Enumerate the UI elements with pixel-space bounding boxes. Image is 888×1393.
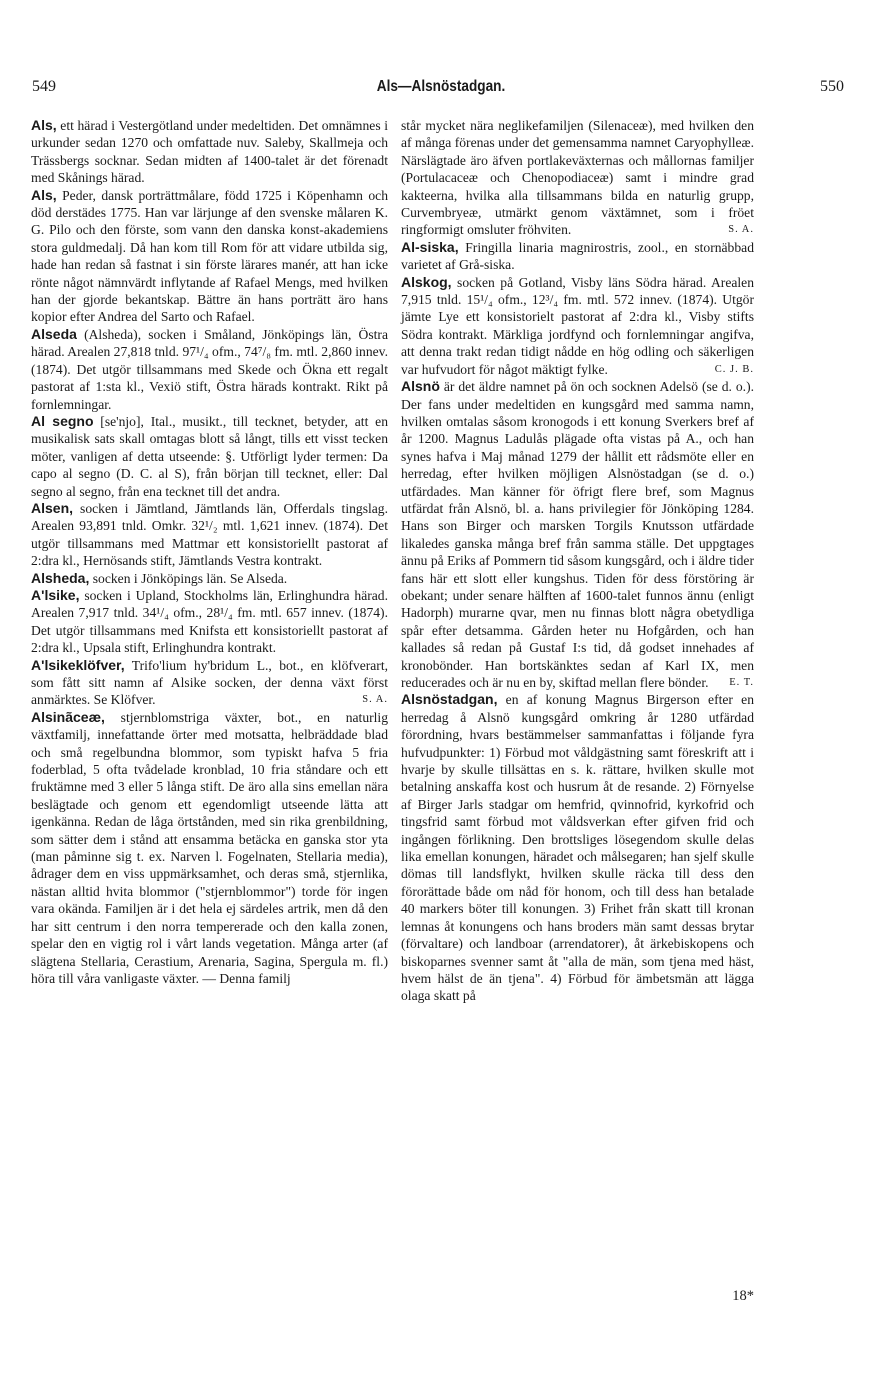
- dictionary-entry: [31, 413, 388, 500]
- entry-text: Peder, dansk porträttmålare, född 1725 i Köpenhamn och död derstädes 1775. Han var lärjunge af den svenske målaren K. G. Pilo och den förste, som vann den danska konst-akademiens stora guldmedalj. Då han kom till Rom för att vidare utbilda sig, hade han redan så fastnat i sin förste lärares manér, att han icke rönte något nämnvärdt inflytande af Rafael Mengs, med hvilken han der gjorde bekantskap. Bättre än hans porträtt äro hans kopior efter Andrea del Sarto och Rafael.: [31, 187, 388, 325]
- author-signature: E. T.: [729, 677, 754, 688]
- dictionary-entry: [31, 187, 388, 326]
- author-signature: S. A.: [728, 224, 754, 236]
- entry-headword: Alsheda,: [31, 569, 90, 586]
- dictionary-entry: [31, 326, 388, 413]
- dictionary-entry: [401, 239, 754, 274]
- entry-text: står mycket nära neglikefamiljen (Silenaceæ), med hvilken den af många förenas under det gemensamma namnet Caryophylleæ. Närslägtade äro äfven portlakeväxternas och mållornas familjer (Portulacaceæ och Chenopodiaceæ) samt i mindre grad kakteerna, hvilka alla tillsammans bilda en naturlig grupp, Curvembryeæ, utmärkt genom växtämnet, som i fröet ringformigt omsluter fröhviten.: [401, 118, 754, 238]
- dictionary-entry: [31, 657, 388, 709]
- dictionary-entry: [401, 274, 754, 378]
- dictionary-entry: [31, 709, 388, 988]
- entry-headword: Al segno: [31, 412, 94, 429]
- entry-text: socken i Jämtland, Jämtlands län, Offerdals tingslag. Arealen 93,891 tnld. Omkr. 32¹/₂ mtl. 1,621 innev. (1874). Det utgör tillsammans med Mattmar ett konsistoriellt pastorat af 2:dra kl., Hernösands stift, Jämtlands Vestra kontrakt.: [31, 500, 388, 569]
- entry-headword: A'lsikeklöfver,: [31, 656, 125, 673]
- right-page-number: 550: [820, 78, 844, 95]
- entry-headword: Alsen,: [31, 499, 74, 516]
- entry-text: socken i Upland, Stockholms län, Erlinghundra härad. Arealen 7,917 tnld. 34¹/₄ ofm., 28¹/₄ fm. mtl. 657 innev. (1874). Det utgör tillsammans med Knifsta ett konsistoriellt pastorat af 2:dra kl., Upsala stift, Erlinghundra kontrakt.: [31, 587, 388, 656]
- dictionary-entry: [401, 378, 754, 691]
- author-signature: C. J. B.: [714, 363, 754, 375]
- entry-text: [se'njo], Ital., musikt., till tecknet, betyder, att en musikalisk sats skall omtagas blott så långt, tills ett visst tecken möter, vanligen af detta utseende: §. Utförligt lyder termen: Da capo al segno (D. C. al S), från början till tecknet, eller: Dal segno al segno, från ena tecknet till det andra.: [31, 413, 388, 499]
- entry-headword: Alsnö: [401, 378, 440, 395]
- page-header: [30, 78, 852, 102]
- dictionary-entry: [31, 117, 388, 187]
- entry-headword: Alseda: [31, 325, 77, 342]
- entry-text: stjernblomstriga växter, bot., en naturlig växtfamilj, innefattande örter med motsatta, helbräddade blad och små regelbundna blommor, som typiskt hafva 5 fria foderblad, 5 ofta tvådelade kronblad, 10 fria ståndare och ett fruktämne med 3 eller 5 långa stift. De äro alla sins emellan nära beslägtade och genom ett egendomligt utseende lätta att igenkänna. Redan de låga örtstånden, med sin rika grenbildning, som sätter dem i stånd att ensamma betäcka en ganska stor yta (man påminne sig t. ex. Narven l. Fogelnaten, Stellaria media), ådrager dem en viss uppmärksamhet, och deras små, stjernlika, nästan alltid hvita blommor ("stjernblommor") torde för ingen vara okända. Familjen är i det hela ej särdeles artrik, men då den har sitt centrum i den norra tempererade och den kalla zonen, spelar den en vigtig rol i vårt lands vegetation. Många arter (af slägtena Stellaria, Cerastium, Arenaria, Sagina, Spergula m. fl.) höra till våra vanligaste växter. — Denna familj: [31, 709, 388, 986]
- entry-headword: A'lsike,: [31, 586, 80, 603]
- signature-mark: 18*: [732, 1288, 754, 1304]
- entry-headword: Als,: [31, 186, 57, 203]
- entry-headword: Alskog,: [401, 273, 452, 290]
- entry-text: är det äldre namnet på ön och socknen Adelsö (se d. o.). Der fans under medeltiden en kungsgård med samma namn, hvilken omtalas såsom kronogods i ett konung Sverkers bref af år 1200. Magnus Ladulås plägade ofta vistas på A., och han synes hafva i Maj månad 1279 der hållit ett rådsmöte eller en herredag, efter hvilken möjligen Alsnöstadgan (se d. o.) utfärdades. Man känner för öfrigt flere bref, som Magnus utfärdat från Alsnö, bl. a. hans privilegier för Jönköping 1284. Hans son Birger och marsken Torgils Knutsson utfärdade likaledes ganska många bref från samma ställe. Det uppgtages ännu på Eriks af Pommern tid såsom kungsgård, och i äldre tider fans här ett slott eller kungshus. Tiden för dess förstöring är obekant; under senare hälften af 1600-talet funnos ännu (enligt Hadorph) murarne qvar, men nu finnas blott några obetydliga spår efter detsamma. Gården heter nu Hofgården, och han kallades så redan på Gustaf I:s tid, då godset innehades af kronobönder. Han bortskänktes sedan af Karl IX, men reducerades och är nu en by, skiftad mellan flere bönder.: [401, 379, 754, 690]
- entry-text: (Alsheda), socken i Småland, Jönköpings län, Östra härad. Arealen 27,818 tnld. 97¹/₄ ofm., 74⁷/₈ fm. mtl. 2,860 innev. (1874). Det utgör tillsammans med Skede och Ökna ett regalt pastorat af 1:sta kl., Vexiö stift, Östra härads kontrakt. Rikt på fornlemningar.: [31, 326, 388, 412]
- left-page-number: 549: [32, 78, 56, 95]
- entry-text: ett härad i Vestergötland under medeltiden. Det omnämnes i urkunder sedan 1270 och omfattade nuv. Saleby, Skallmeja och Trässbergs socknar. Sedan midten af 1400-talet är det förenadt med Skånings härad.: [31, 118, 388, 186]
- entry-headword: Als,: [31, 117, 57, 133]
- dictionary-entry: [31, 500, 388, 570]
- dictionary-entry: [401, 117, 754, 239]
- entry-headword: Al-siska,: [401, 238, 459, 255]
- left-column: [31, 117, 388, 987]
- dictionary-entry: [31, 570, 388, 587]
- dictionary-entry: [31, 587, 388, 657]
- entry-text: Fringilla linaria magnirostris, zool., en stornäbbad varietet af Grå-siska.: [401, 239, 754, 273]
- running-title: Als—Alsnöstadgan.: [376, 78, 506, 95]
- entry-headword: Alsinãceæ,: [31, 708, 105, 725]
- right-column: [401, 117, 754, 1005]
- entry-text: en af konung Magnus Birgerson efter en herredag å Alsnö kungsgård omkring år 1280 utfärdad förordning, hvars bestämmelser sammanfattas i följande fyra hufvudpunkter: 1) Förbud mot våldgästning samt föreskrift att i hvarje by skulle tillsättas en s. k. rättare, hvilken skulle mot betalning anskaffa kost och husrum åt de resande. 2) Förnyelse af Birger Jarls stadgar om hemfrid, qvinnofrid, kyrkofrid och tingsfrid samt förbud mot våldsverkan efter gifven frid och ingången förlikning. Den brottsliges lösegendom skulle delas lika emellan konungen, häradet och målsegaren; han sjelf skulle dömas till landsflykt, hvilken skulle räcka till dess den förorättade både om nåd för honom, och till dess han betalade 40 markers böter till konungen. 3) Frihet från skatt till kronan lemnas åt konungens och hans broders män samt dessas brytar (förvaltare) och landboar (arrendatorer), åt ärkebiskopens och biskoparnes svenner samt åt "alla de män, som tjena med häst, hvem hälst de än tjena". 4) Förbud för ämbetsmän att lägga olaga skatt på: [401, 692, 754, 1004]
- entry-text: Trifo'lium hy'bridum L., bot., en klöfverart, som fått sitt namn af Alsike socken, der denna växt först anmärktes. Se Klöfver.: [31, 657, 388, 708]
- entry-headword: Alsnöstadgan,: [401, 691, 498, 708]
- entry-text: socken på Gotland, Visby läns Södra härad. Arealen 7,915 tnld. 15¹/₄ ofm., 12³/₄ fm. mtl. 572 innev. (1874). Utgör jämte Lye ett konsistorielt pastorat af 2:dra kl., Visby stifts Södra kontrakt. Märkliga jordfynd och fornlemningar angifva, att denna trakt redan tidigt nådde en hög odling och säkerligen var hufvudort för något mäktigt fylke.: [401, 274, 754, 377]
- dictionary-entry: [401, 691, 754, 1004]
- author-signature: S. A.: [362, 694, 388, 706]
- entry-text: socken i Jönköpings län. Se Alseda.: [89, 570, 288, 586]
